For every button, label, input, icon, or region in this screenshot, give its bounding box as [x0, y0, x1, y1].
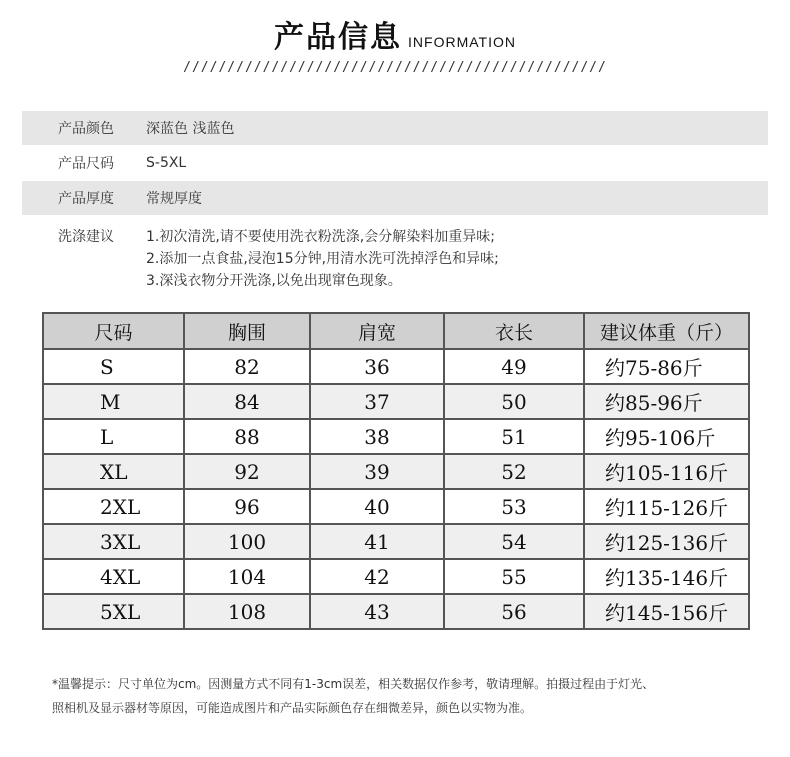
info-row-color	[22, 111, 768, 145]
info-label: 产品厚度	[58, 191, 114, 207]
table-row	[43, 419, 749, 454]
shoulder-cell: 39	[310, 454, 444, 489]
size-cell: S	[43, 349, 184, 384]
page-subtitle: INFORMATION	[408, 34, 516, 50]
footnote	[52, 672, 752, 720]
length-cell: 54	[444, 524, 584, 559]
page-header	[0, 12, 790, 56]
chest-cell: 104	[184, 559, 310, 594]
table-row	[43, 454, 749, 489]
weight-cell: 约85-96斤	[584, 384, 749, 419]
info-label: 产品尺码	[58, 156, 114, 172]
table-row	[43, 559, 749, 594]
table-row	[43, 384, 749, 419]
length-cell: 52	[444, 454, 584, 489]
slash-divider: ////////////////////////////////////////////////	[183, 60, 607, 75]
header-length: 衣长	[444, 313, 584, 349]
size-table-header	[43, 313, 749, 349]
size-table	[42, 312, 750, 630]
header-weight: 建议体重（斤）	[584, 313, 749, 349]
length-cell: 55	[444, 559, 584, 594]
shoulder-cell: 38	[310, 419, 444, 454]
size-cell: 3XL	[43, 524, 184, 559]
info-value: 常规厚度	[146, 191, 202, 207]
care-line: 2.添加一点食盐,浸泡15分钟,用清水洗可洗掉浮色和异味;	[146, 251, 499, 267]
shoulder-cell: 42	[310, 559, 444, 594]
chest-cell: 100	[184, 524, 310, 559]
chest-cell: 82	[184, 349, 310, 384]
info-row-size	[22, 146, 768, 180]
table-row	[43, 349, 749, 384]
shoulder-cell: 43	[310, 594, 444, 629]
length-cell: 51	[444, 419, 584, 454]
size-cell: 5XL	[43, 594, 184, 629]
weight-cell: 约115-126斤	[584, 489, 749, 524]
size-table-body	[43, 349, 749, 629]
table-row	[43, 594, 749, 629]
care-line: 1.初次清洗,请不要使用洗衣粉洗涤,会分解染料加重异味;	[146, 229, 495, 245]
table-row	[43, 489, 749, 524]
shoulder-cell: 40	[310, 489, 444, 524]
length-cell: 56	[444, 594, 584, 629]
care-line: 3.深浅衣物分开洗涤,以免出现窜色现象。	[146, 273, 402, 289]
shoulder-cell: 36	[310, 349, 444, 384]
info-value: 深蓝色 浅蓝色	[146, 121, 235, 137]
size-cell: 4XL	[43, 559, 184, 594]
weight-cell: 约125-136斤	[584, 524, 749, 559]
shoulder-cell: 37	[310, 384, 444, 419]
header-shoulder: 肩宽	[310, 313, 444, 349]
length-cell: 53	[444, 489, 584, 524]
care-label: 洗涤建议	[58, 229, 114, 245]
page-title: 产品信息	[274, 20, 403, 55]
info-label: 产品颜色	[58, 121, 114, 137]
table-row	[43, 524, 749, 559]
chest-cell: 92	[184, 454, 310, 489]
care-lines	[146, 226, 499, 292]
chest-cell: 108	[184, 594, 310, 629]
size-cell: M	[43, 384, 184, 419]
info-row-thickness	[22, 181, 768, 215]
size-cell: XL	[43, 454, 184, 489]
weight-cell: 约105-116斤	[584, 454, 749, 489]
chest-cell: 84	[184, 384, 310, 419]
shoulder-cell: 41	[310, 524, 444, 559]
header-chest: 胸围	[184, 313, 310, 349]
weight-cell: 约75-86斤	[584, 349, 749, 384]
header-size: 尺码	[43, 313, 184, 349]
footnote-line: *温馨提示：尺寸单位为cm。因测量方式不同有1-3cm误差，相关数据仅作参考，敬请理解。拍摄过程由于灯光、	[52, 677, 655, 691]
footnote-line: 照相机及显示器材等原因，可能造成图片和产品实际颜色存在细微差异，颜色以实物为准。	[52, 701, 533, 715]
length-cell: 49	[444, 349, 584, 384]
size-cell: 2XL	[43, 489, 184, 524]
weight-cell: 约145-156斤	[584, 594, 749, 629]
length-cell: 50	[444, 384, 584, 419]
info-value: S-5XL	[146, 155, 187, 171]
chest-cell: 88	[184, 419, 310, 454]
weight-cell: 约95-106斤	[584, 419, 749, 454]
size-cell: L	[43, 419, 184, 454]
chest-cell: 96	[184, 489, 310, 524]
weight-cell: 约135-146斤	[584, 559, 749, 594]
